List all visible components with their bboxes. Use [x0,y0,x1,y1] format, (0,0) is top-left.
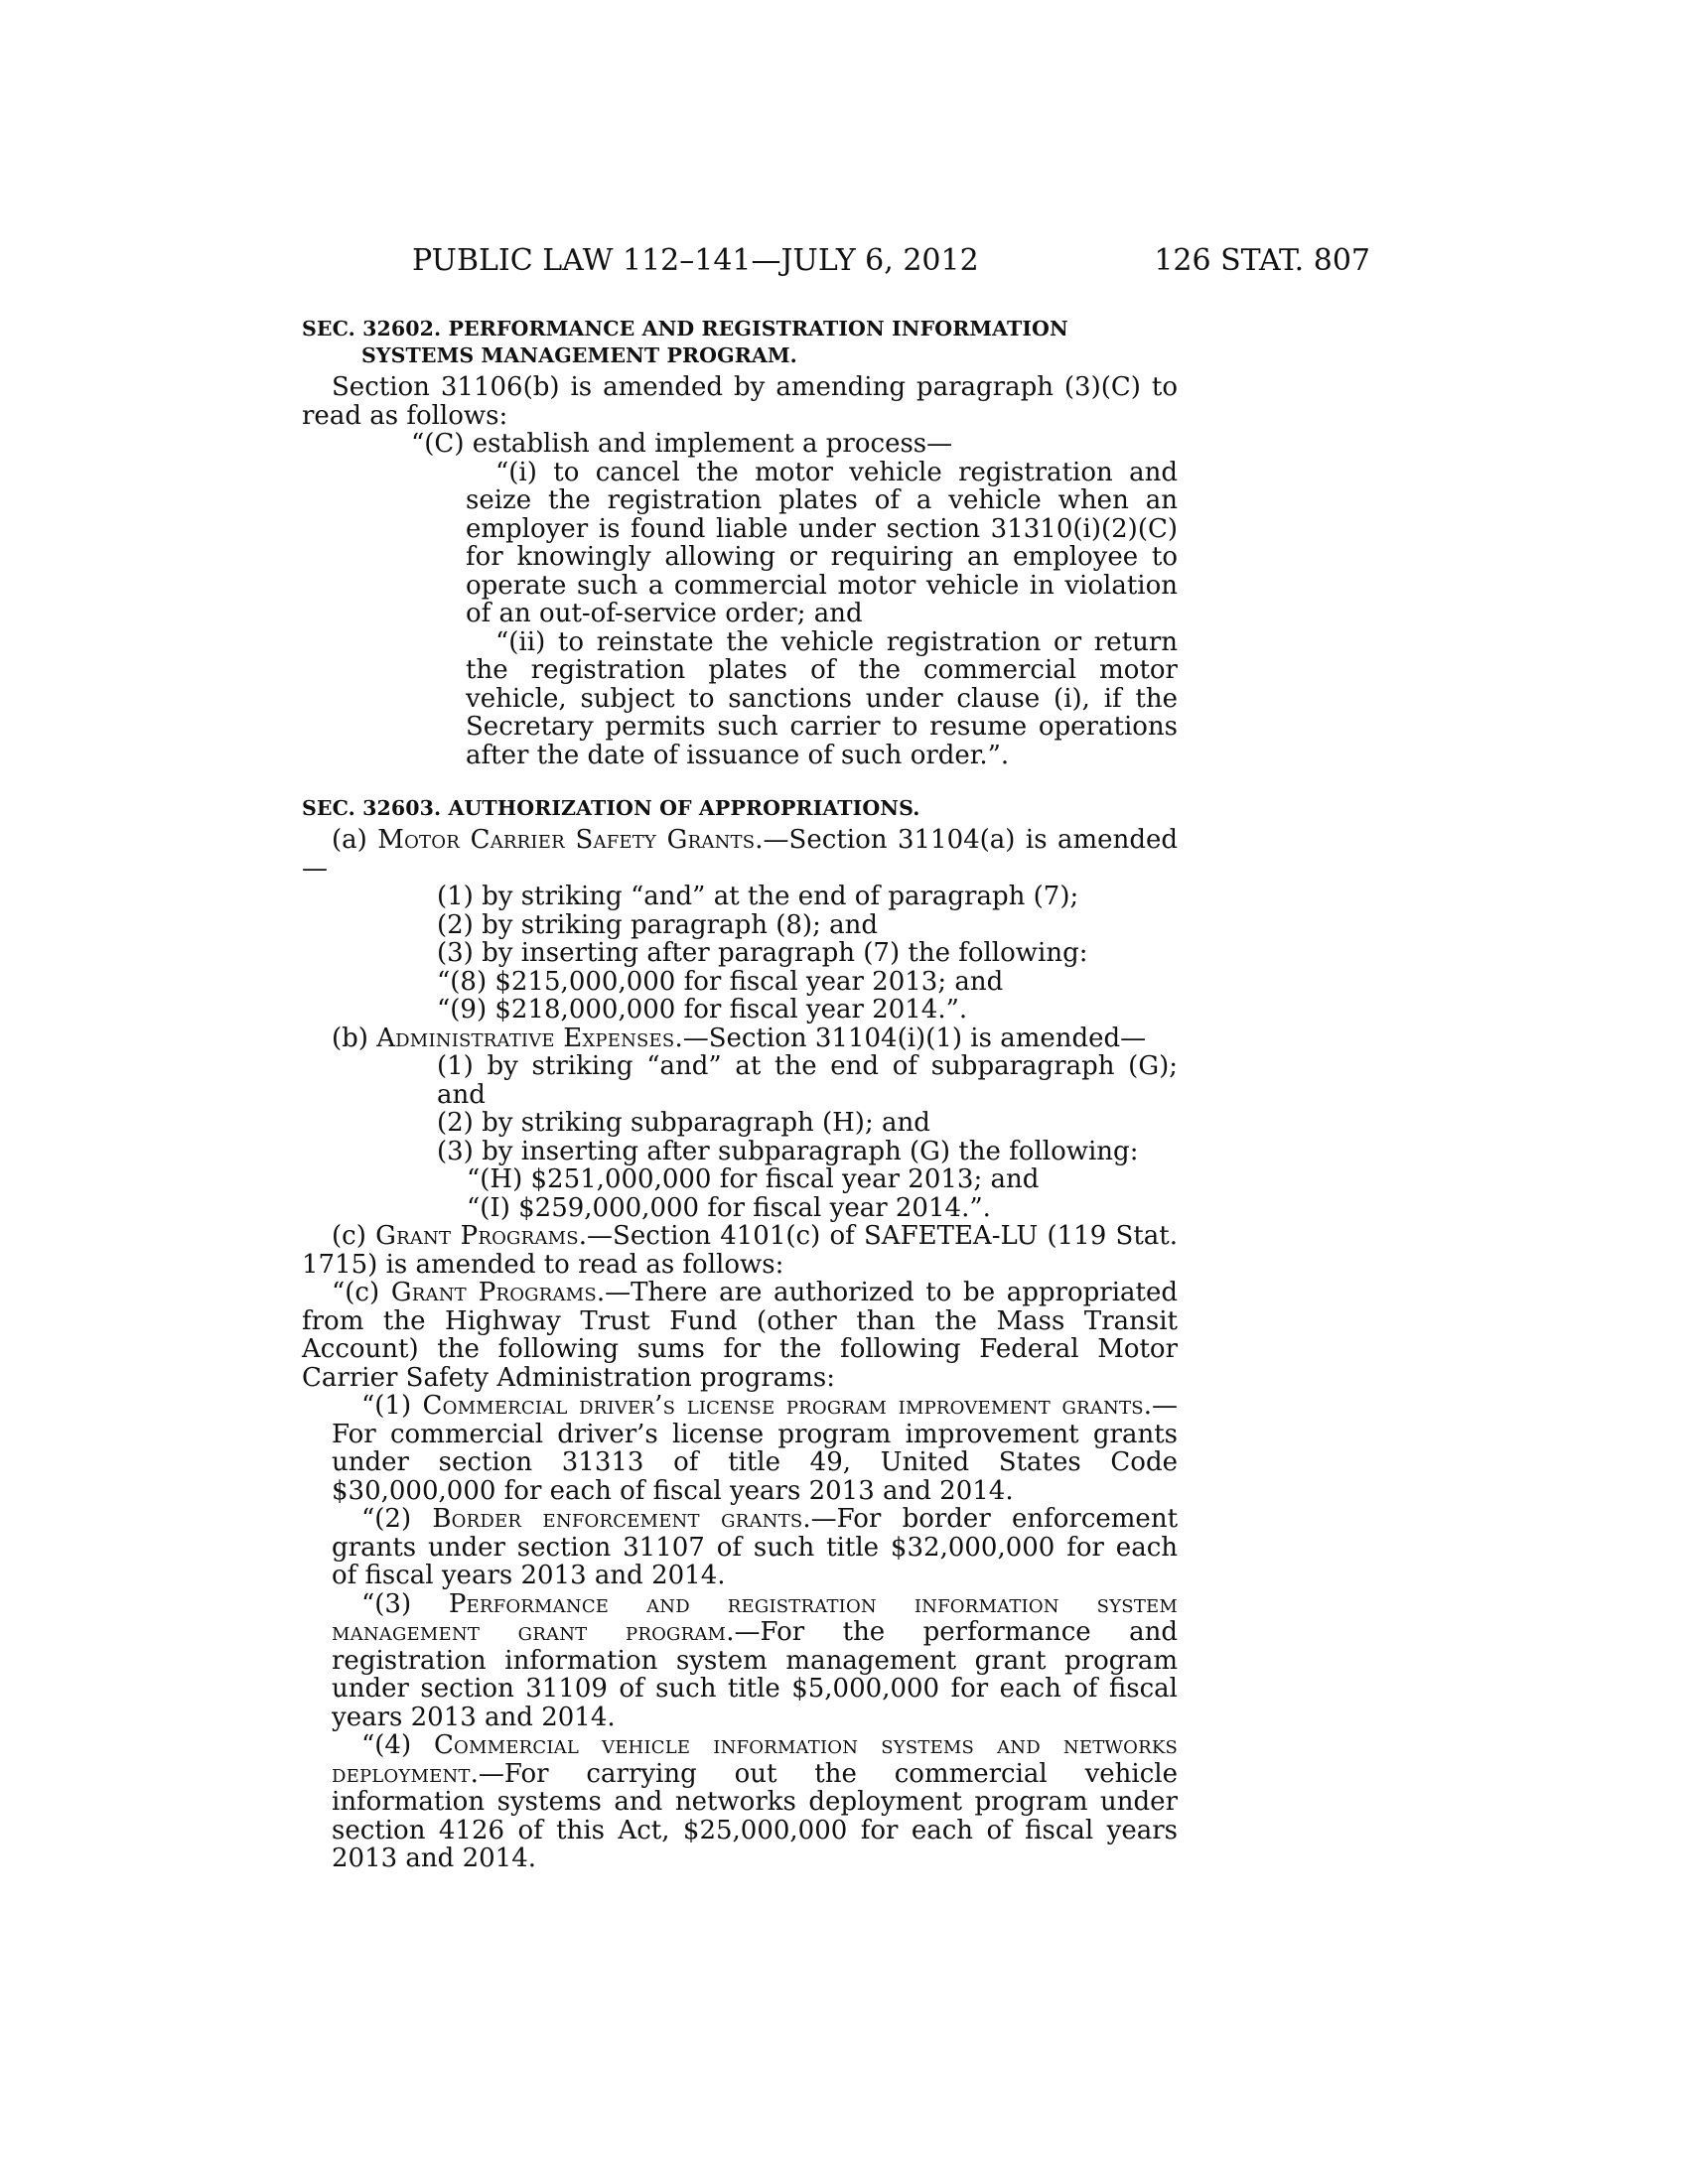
header-title: PUBLIC LAW 112–141—JULY 6, 2012 [412,243,979,278]
quoted-c-label: “(c) [332,1278,391,1307]
list-item: (1) by striking “and” at the end of subparagraph (G); and [437,1051,1178,1110]
body-text [302,316,1178,1873]
grant-1-label: “(1) [361,1391,423,1421]
grant-3-label: “(3) [361,1588,449,1619]
quoted-c-text: .—There are authorized to be appropriated from the Highway Trust Fund (other than the Mass Transit Account) the following sums for the following Federal Motor Carrier Safety Administration programs: [302,1278,1178,1393]
subsection-b-caption: Administrative Expenses [376,1023,675,1053]
grant-4-label: “(4) [361,1730,434,1760]
section-heading-32602: SEC. 32602. PERFORMANCE AND REGISTRATION INFORMATION SYSTEMS MANAGEMENT PROGRAM. [302,317,1068,367]
subsection-a [302,826,1178,883]
grant-3-caption: Performance and registration information system management grant program [332,1588,1178,1647]
section-heading-32603: SEC. 32603. AUTHORIZATION OF APPROPRIATIONS. [302,796,920,820]
list-item: “(I) $259,000,000 for fiscal year 2014.”. [467,1192,991,1223]
grant-paragraph-4 [302,1731,1178,1873]
subsection-b-text: .—Section 31104(i)(1) is amended— [674,1023,1147,1053]
grant-4-caption: Commercial vehicle information systems and networks deployment [332,1730,1178,1789]
subsection-a-label: (a) [332,825,378,855]
paragraph-intro-32602: Section 31106(b) is amended by amending paragraph (3)(C) to read as follows: [302,372,1178,431]
subparagraph-c: “(C) establish and implement a process— [411,429,953,459]
list-item: (2) by striking paragraph (8); and [437,909,878,940]
grant-1-text: .—For commercial driver’s license program improvement grants under section 31313 of title 49, United States Code $30,000,000 for each of fiscal years 2013 and 2014. [332,1391,1179,1506]
grant-paragraph-1 [302,1392,1178,1505]
grant-2-label: “(2) [361,1504,433,1534]
quoted-c-caption: Grant Programs [390,1278,597,1307]
subsection-a-caption: Motor Carrier Safety Grants [377,825,756,855]
subsection-c [302,1222,1178,1279]
subsection-c-label: (c) [332,1221,376,1251]
grant-2-text: .—For border enforcement grants under section 31107 of such title $32,000,000 for each of fiscal years 2013 and 2014. [332,1504,1179,1590]
list-item: (1) by striking “and” at the end of paragraph (7); [437,882,1079,911]
quoted-subsection-c [302,1279,1178,1392]
list-item: (3) by inserting after subparagraph (G) the following: [437,1136,1139,1166]
list-item: “(H) $251,000,000 for fiscal year 2013; and [467,1164,1040,1194]
list-item: (3) by inserting after paragraph (7) the following: [437,938,1088,968]
grant-3-text: .—For the performance and registration information system management grant program under section 31109 of such title $5,000,000 for each of fiscal years 2013 and 2014. [332,1617,1178,1732]
subsection-c-caption: Grant Programs [375,1221,579,1251]
subsection-b-label: (b) [332,1023,377,1053]
list-item: “(9) $218,000,000 for fiscal year 2014.”. [437,995,968,1024]
grant-1-caption: Commercial driver’s license program improvement grants [422,1391,1144,1421]
header-page-ref: 126 STAT. 807 [1154,243,1370,278]
grant-paragraph-2 [302,1505,1178,1590]
grant-2-caption: Border enforcement grants [432,1504,803,1534]
subsection-a-text: .—Section 31104(a) is amended— [302,825,1178,884]
list-item: (2) by striking subparagraph (H); and [437,1108,930,1138]
running-header [0,243,1688,283]
list-item: “(8) $215,000,000 for fiscal year 2013; and [437,966,1004,997]
grant-4-text: .—For carrying out the commercial vehicle information systems and networks deployment program under section 4126 of this Act, $25,000,000 for each of fiscal years 2013 and 2014. [332,1758,1178,1873]
subsection-c-text: .—Section 4101(c) of SAFETEA-LU (119 Stat. 1715) is amended to read as follows: [302,1221,1178,1280]
clause-ii: “(ii) to reinstate the vehicle registration or return the registration plates of the commercial motor vehicle, subject to sanctions under clause (i), if the Secretary permits such carrier to resume operations after the date of issuance of such order.”. [466,626,1178,770]
clause-i: “(i) to cancel the motor vehicle registration and seize the registration plates of a vehicle when an employer is found liable under section 31310(i)(2)(C) for knowingly allowing or requiring an employee to operate such a commercial motor vehicle in violation of an out-of-service order; and [466,457,1178,628]
subsection-b [302,1024,1178,1053]
grant-paragraph-3 [302,1590,1178,1732]
